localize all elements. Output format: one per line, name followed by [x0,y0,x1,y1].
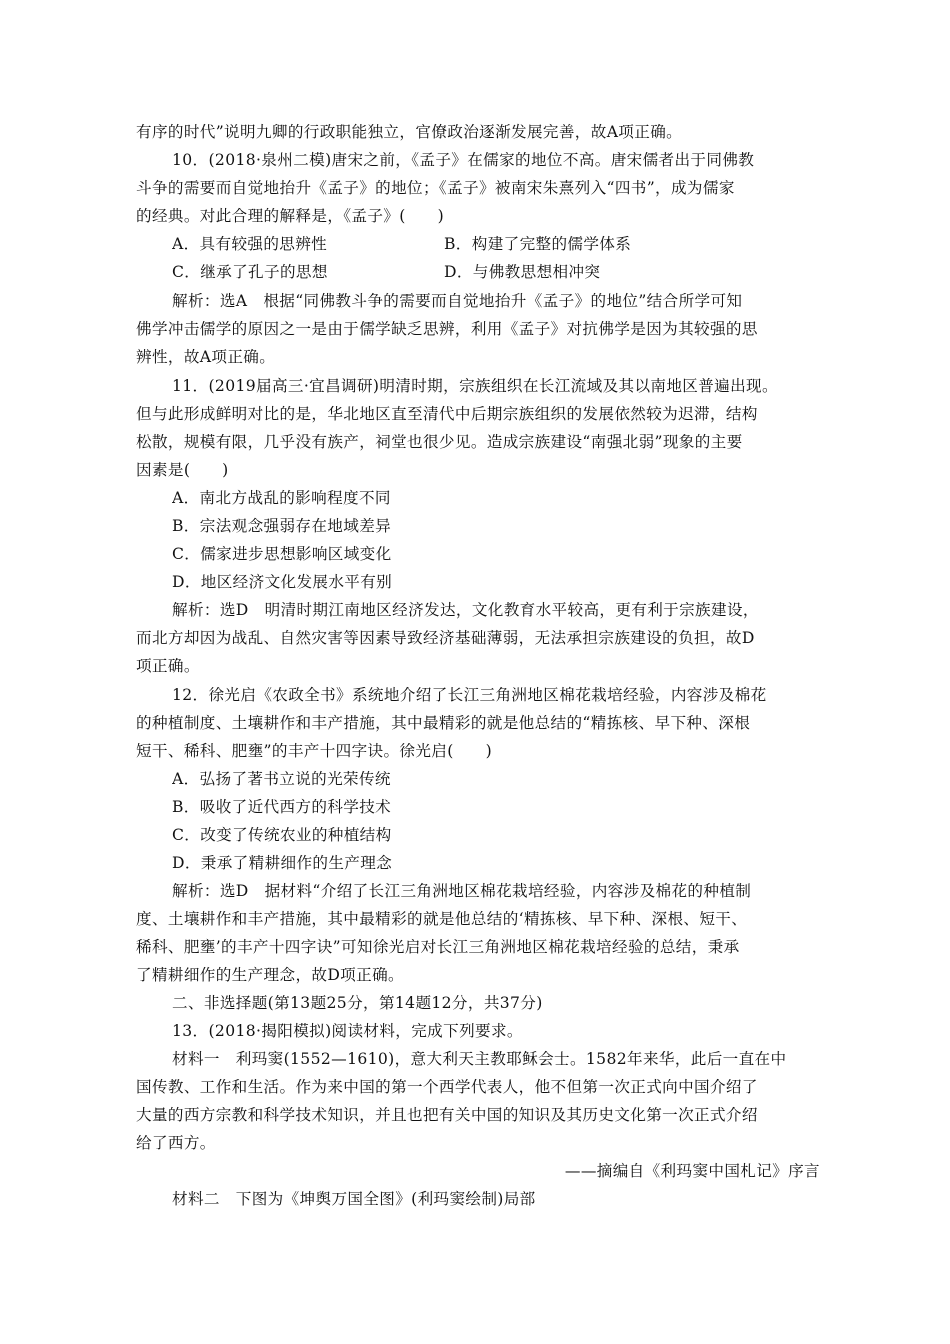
q12-analysis: 解析：选D 据材料“介绍了长江三角洲地区棉花栽培经验，内容涉及棉花的种植制 [172,882,752,900]
q10-option-c: C．继承了孔子的思想 [172,263,328,281]
text-line: 国传教、工作和生活。作为来中国的第一个西学代表人，他不但第一次正式向中国介绍了 [136,1078,758,1096]
material-source: ——摘编自《利玛窦中国札记》序言 [564,1162,820,1180]
q11-analysis: 解析：选D 明清时期江南地区经济发达，文化教育水平较高，更有利于宗族建设， [172,601,759,619]
text-line: 因素是( ) [136,461,229,479]
text-line: 而北方却因为战乱、自然灾害等因素导致经济基础薄弱，无法承担宗族建设的负担，故D [136,629,755,647]
material-one: 材料一 利玛窦(1552—1610)，意大利天主教耶稣会士。1582年来华，此后一直在中 [172,1050,787,1068]
q12-option-c: C．改变了传统农业的种植结构 [172,826,392,844]
material-two: 材料二 下图为《坤舆万国全图》(利玛窦绘制)局部 [172,1190,536,1208]
text-line: 了精耕细作的生产理念，故D项正确。 [136,966,404,984]
question-13-stem: 13．(2018·揭阳模拟)阅读材料，完成下列要求。 [172,1022,523,1040]
question-11-stem: 11．(2019届高三·宜昌调研)明清时期，宗族组织在长江流域及其以南地区普遍出现。 [172,377,778,395]
text-line: 短干、稀科、肥壅”的丰产十四字诀。徐光启( ) [136,742,493,760]
text-line: 有序的时代”说明九卿的行政职能独立，官僚政治逐渐发展完善，故A项正确。 [136,123,683,141]
text-line: 给了西方。 [136,1134,216,1152]
text-line: 项正确。 [136,657,200,675]
text-line: 大量的西方宗教和科学技术知识，并且也把有关中国的知识及其历史文化第一次正式介绍 [136,1106,758,1124]
q12-option-a: A．弘扬了著书立说的光荣传统 [172,770,391,788]
text-line: 但与此形成鲜明对比的是，华北地区直至清代中后期宗族组织的发展依然较为迟滞，结构 [136,405,758,423]
q11-option-c: C．儒家进步思想影响区域变化 [172,545,392,563]
text-line: 度、土壤耕作和丰产措施，其中最精彩的就是他总结的‘精拣核、早下种、深根、短干、 [136,910,748,928]
question-12-stem: 12．徐光启《农政全书》系统地介绍了长江三角洲地区棉花栽培经验，内容涉及棉花 [172,686,767,704]
q10-option-d: D．与佛教思想相冲突 [444,263,601,281]
q12-option-b: B．吸收了近代西方的科学技术 [172,798,392,816]
question-10-stem: 10．(2018·泉州二模)唐宋之前，《孟子》在儒家的地位不高。唐宋儒者出于同佛教 [172,151,755,169]
q11-option-b: B．宗法观念强弱存在地域差异 [172,517,392,535]
q10-analysis: 解析：选A 根据“同佛教斗争的需要而自觉地抬升《孟子》的地位”结合所学可知 [172,292,743,310]
q11-option-a: A．南北方战乱的影响程度不同 [172,489,391,507]
text-line: 辨性，故A项正确。 [136,348,276,366]
q11-option-d: D．地区经济文化发展水平有别 [172,573,393,591]
text-line: 佛学冲击儒学的原因之一是由于儒学缺乏思辨，利用《孟子》对抗佛学是因为其较强的思 [136,320,758,338]
q12-option-d: D．秉承了精耕细作的生产理念 [172,854,393,872]
text-line: 的种植制度、土壤耕作和丰产措施，其中最精彩的就是他总结的“精拣核、早下种、深根 [136,714,751,732]
text-line: 松散，规模有限，几乎没有族产，祠堂也很少见。造成宗族建设“南强北弱”现象的主要 [136,433,743,451]
text-line: 稀科、肥壅’的丰产十四字诀”可知徐光启对长江三角洲地区棉花栽培经验的总结，秉承 [136,938,740,956]
section-heading: 二、非选择题(第13题25分，第14题12分，共37分) [172,994,543,1012]
q10-option-b: B．构建了完整的儒学体系 [444,235,632,253]
text-line: 斗争的需要而自觉地抬升《孟子》的地位；《孟子》被南宋朱熹列入“四书”，成为儒家 [136,179,735,197]
q10-option-a: A．具有较强的思辨性 [172,235,328,253]
text-line: 的经典。对此合理的解释是，《孟子》( ) [136,207,444,225]
